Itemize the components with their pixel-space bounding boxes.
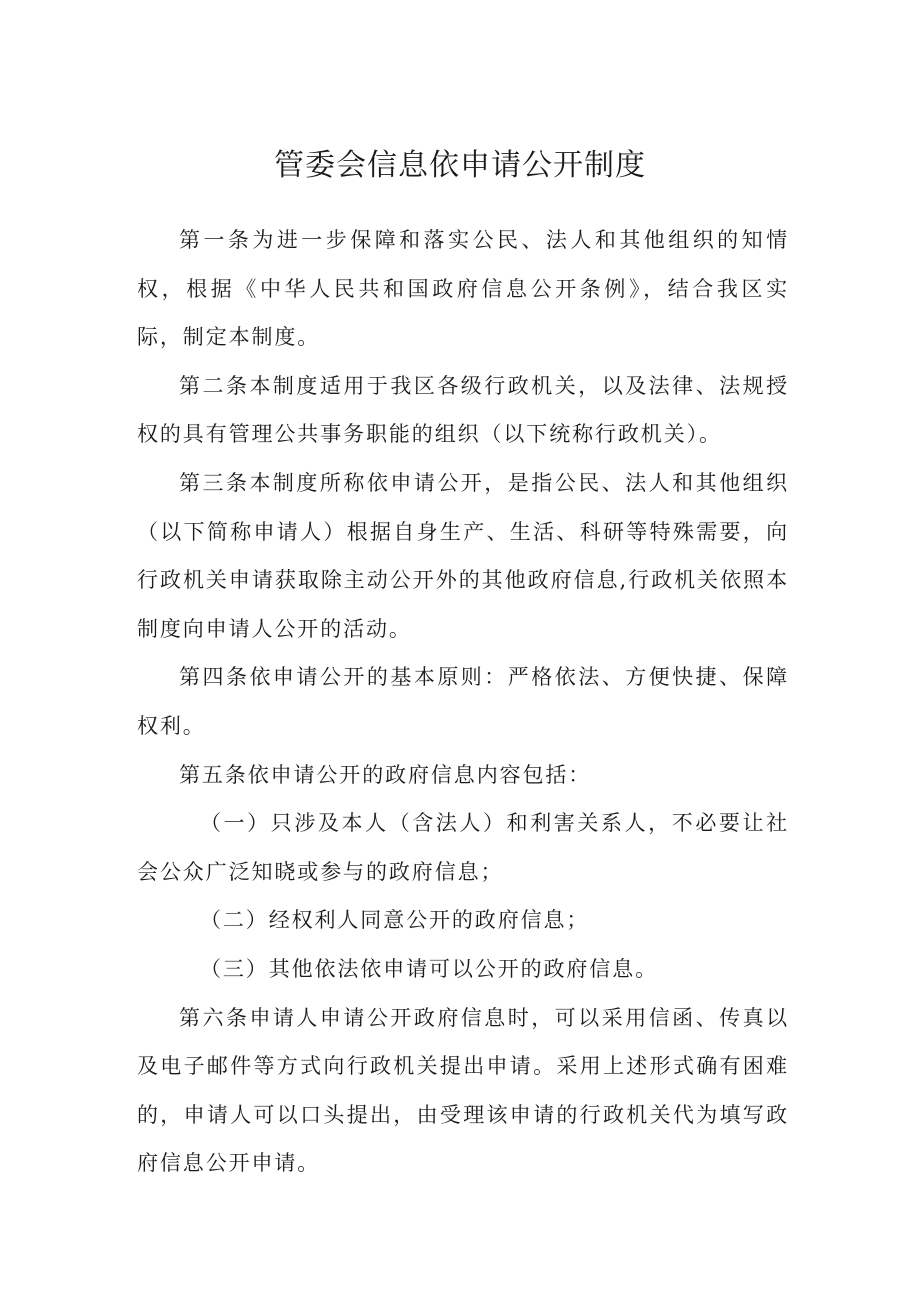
document-title: 管委会信息依申请公开制度 — [274, 148, 646, 183]
article-5-item-2: （二）经权利人同意公开的政府信息； — [200, 908, 590, 933]
article-6-paragraph: 第六条申请人申请公开政府信息时，可以采用信函、传真以及电子邮件等方式向行政机关提出申请。采用上述形式确有困难的，申请人可以口头提出，由受理该申请的行政机关代为填写政府信息公开申请。 — [137, 1005, 789, 1176]
article-1-paragraph: 第一条为进一步保障和落实公民、法人和其他组织的知情权，根据《中华人民共和国政府信息公开条例》，结合我区实际，制定本制度。 — [137, 228, 789, 350]
article-5-paragraph: 第五条依申请公开的政府信息内容包括： — [179, 762, 592, 787]
article-4-paragraph: 第四条依申请公开的基本原则：严格依法、方便快捷、保障权利。 — [137, 665, 789, 738]
article-3-paragraph: 第三条本制度所称依申请公开，是指公民、法人和其他组织（以下简称申请人）根据自身生产、生活、科研等特殊需要，向行政机关申请获取除主动公开外的其他政府信息,行政机关依照本制度向申请人公开的活动。 — [137, 470, 789, 641]
document-body — [137, 216, 789, 1188]
article-5-item-1: （一）只涉及本人（含法人）和利害关系人，不必要让社会公众广泛知晓或参与的政府信息； — [137, 811, 789, 884]
article-2-paragraph: 第二条本制度适用于我区各级行政机关，以及法律、法规授权的具有管理公共事务职能的组织（以下统称行政机关）。 — [137, 373, 789, 447]
article-5-item-3: （三）其他依法依申请可以公开的政府信息。 — [200, 956, 658, 981]
